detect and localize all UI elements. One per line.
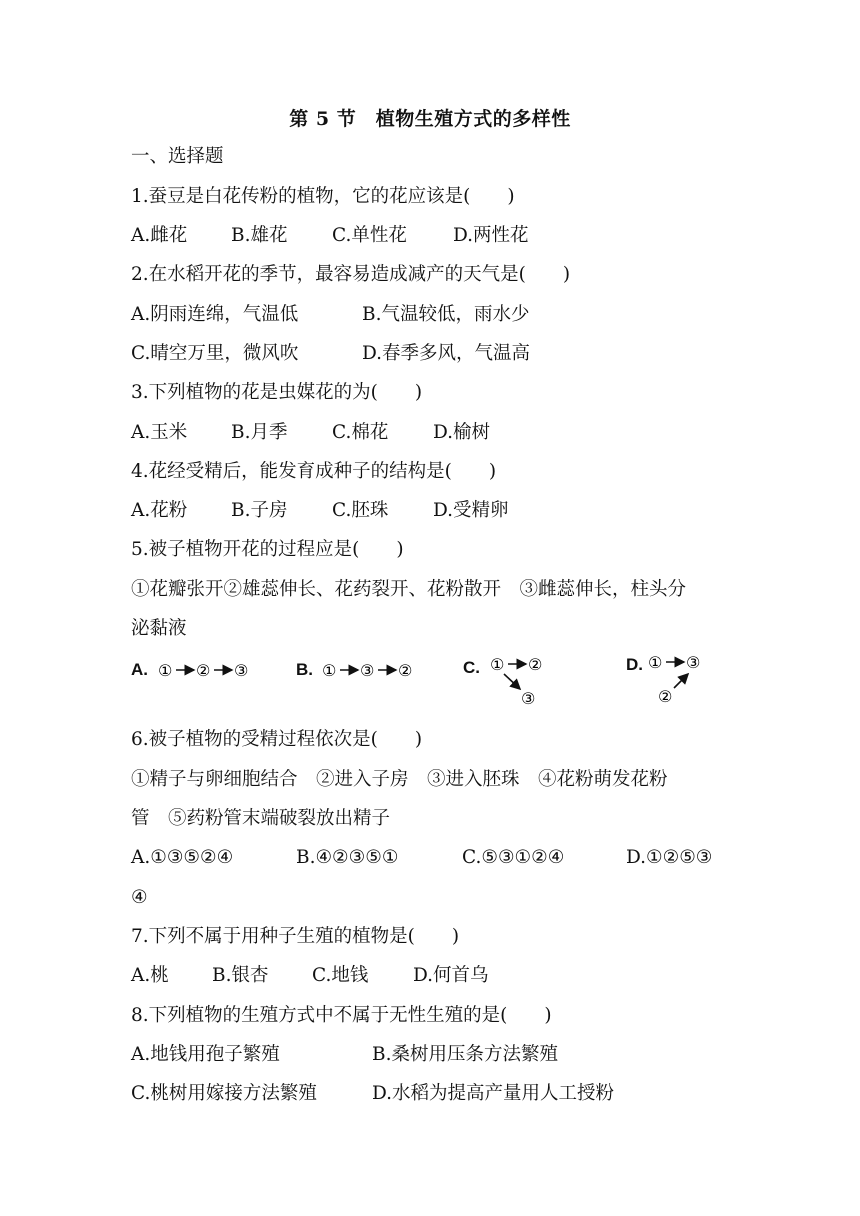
q5-diagram-d-label: D. [626, 655, 643, 674]
q5-description-line-1: ①花瓣张开②雄蕊伸长、花药裂开、花粉散开 ③雌蕊伸长，柱头分 [131, 579, 687, 600]
q5-c-node-2: ② [528, 655, 543, 674]
q5-diagram-c-label: C. [463, 658, 480, 677]
q1-option-d: D.两性花 [453, 225, 529, 246]
q7-option-b: B.银杏 [212, 965, 269, 986]
question-6-stem: 6.被子植物的受精过程依次是( ) [131, 729, 423, 750]
page-title: 第 5 节 植物生殖方式的多样性 [289, 108, 571, 130]
q2-option-c: C.晴空万里，微风吹 [131, 343, 299, 364]
q5-a-node-1: ① [158, 661, 173, 680]
q4-option-a: A.花粉 [131, 500, 188, 521]
q5-diagram-c [490, 652, 560, 712]
q5-description-line-2: 泌黏液 [131, 618, 187, 639]
q4-option-d: D.受精卵 [433, 500, 509, 521]
q3-option-c: C.棉花 [332, 422, 389, 443]
q5-d-node-3: ② [658, 687, 673, 706]
q1-option-c: C.单性花 [332, 225, 407, 246]
q5-b-node-3: ② [398, 661, 413, 680]
section-heading: 一、选择题 [131, 146, 224, 167]
q5-diagram-d [648, 650, 718, 710]
q7-option-a: A.桃 [131, 965, 169, 986]
q5-d-node-1: ① [648, 653, 663, 672]
q6-option-d: D.①②⑤③ [626, 847, 713, 868]
q5-c-arrow-2 [504, 674, 520, 689]
q7-option-d: D.何首乌 [413, 965, 489, 986]
q6-option-b: B.④②③⑤① [296, 847, 399, 868]
q6-option-d-continued: ④ [131, 887, 148, 908]
q5-c-node-1: ① [490, 655, 505, 674]
q8-option-b: B.桑树用压条方法繁殖 [372, 1044, 558, 1065]
q2-option-b: B.气温较低，雨水少 [362, 304, 530, 325]
q4-option-c: C.胚珠 [332, 500, 389, 521]
q2-option-d: D.春季多风，气温高 [362, 343, 531, 364]
question-3-stem: 3.下列植物的花是虫媒花的为( ) [131, 382, 423, 403]
q5-a-node-3: ③ [234, 661, 249, 680]
question-2-stem: 2.在水稻开花的季节，最容易造成减产的天气是( ) [131, 264, 571, 285]
q3-option-a: A.玉米 [131, 422, 188, 443]
q5-a-node-2: ② [196, 661, 211, 680]
q1-option-b: B.雄花 [231, 225, 288, 246]
question-4-stem: 4.花经受精后，能发育成种子的结构是( ) [131, 461, 497, 482]
q5-diagram-b-label: B. [296, 660, 313, 679]
q5-diagram-a-label: A. [131, 660, 148, 679]
q8-option-c: C.桃树用嫁接方法繁殖 [131, 1083, 317, 1104]
q5-d-arrow-2 [674, 674, 688, 688]
q1-option-a: A.雌花 [131, 225, 188, 246]
q5-c-node-3: ③ [521, 689, 536, 708]
q8-option-a: A.地钱用孢子繁殖 [131, 1044, 280, 1065]
q6-description-line-2: 管 ⑤药粉管末端破裂放出精子 [131, 808, 391, 829]
question-1-stem: 1.蚕豆是白花传粉的植物，它的花应该是( ) [131, 186, 515, 207]
q3-option-b: B.月季 [231, 422, 288, 443]
q5-b-node-2: ③ [360, 661, 375, 680]
q4-option-b: B.子房 [231, 500, 288, 521]
q6-option-c: C.⑤③①②④ [462, 847, 565, 868]
q3-option-d: D.榆树 [433, 422, 491, 443]
q2-option-a: A.阴雨连绵，气温低 [131, 304, 299, 325]
q7-option-c: C.地钱 [312, 965, 369, 986]
question-5-stem: 5.被子植物开花的过程应是( ) [131, 539, 404, 560]
q5-b-node-1: ① [322, 661, 337, 680]
q6-option-a: A.①③⑤②④ [131, 847, 234, 868]
q8-option-d: D.水稻为提高产量用人工授粉 [372, 1083, 615, 1104]
q6-description-line-1: ①精子与卵细胞结合 ②进入子房 ③进入胚珠 ④花粉萌发花粉 [131, 769, 668, 790]
q5-diagram-a [158, 656, 258, 684]
q5-diagram-b [322, 656, 422, 684]
question-8-stem: 8.下列植物的生殖方式中不属于无性生殖的是( ) [131, 1005, 552, 1026]
q5-d-node-2: ③ [686, 653, 701, 672]
question-7-stem: 7.下列不属于用种子生殖的植物是( ) [131, 926, 460, 947]
